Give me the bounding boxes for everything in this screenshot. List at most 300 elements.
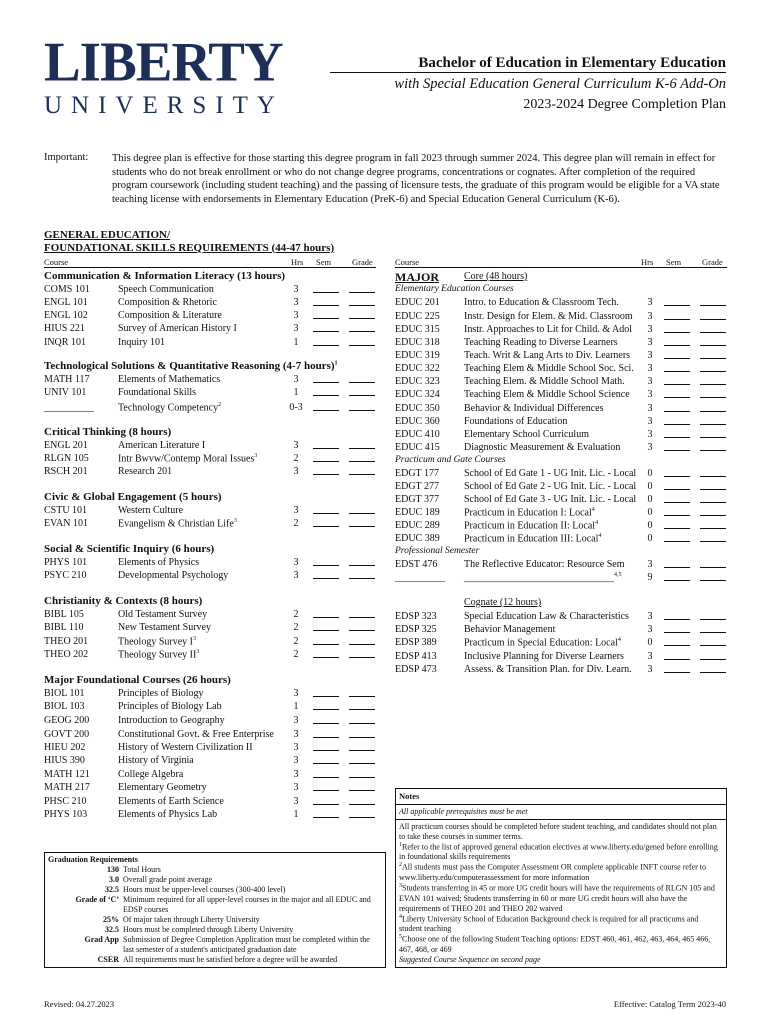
semester-blank[interactable]	[313, 453, 339, 462]
course-title-text: Speech Communication	[118, 284, 214, 295]
course-row	[44, 570, 376, 583]
course-row	[395, 311, 727, 324]
grade-blank[interactable]	[700, 363, 726, 372]
semester-blank[interactable]	[313, 387, 339, 396]
grad-key: 32.5	[105, 925, 119, 934]
grad-item	[48, 875, 382, 885]
course-code: ENGL 201	[44, 440, 88, 451]
semester-blank[interactable]	[313, 715, 339, 724]
grade-blank[interactable]	[349, 782, 375, 791]
grade-blank[interactable]	[700, 429, 726, 438]
course-hours: 3	[647, 651, 653, 662]
course-title-text: American Literature I	[118, 440, 206, 451]
semester-blank[interactable]	[664, 533, 690, 542]
grad-item	[48, 925, 382, 935]
semester-blank[interactable]	[664, 664, 690, 673]
course-title	[118, 729, 274, 741]
grade-blank[interactable]	[700, 376, 726, 385]
course-code: EDUC 289	[395, 520, 440, 531]
course-code: HIUS 390	[44, 755, 85, 766]
course-code: __________	[395, 572, 445, 583]
note-item	[399, 883, 723, 914]
semester-blank[interactable]	[664, 637, 690, 646]
course-row	[395, 416, 727, 429]
course-row	[395, 376, 727, 389]
course-code: HIEU 202	[44, 742, 86, 753]
course-hours: 3	[293, 782, 299, 793]
course-row	[44, 782, 376, 795]
note-number: 1	[399, 841, 402, 848]
grade-blank[interactable]	[349, 769, 375, 778]
course-row	[44, 387, 376, 400]
semester-blank[interactable]	[664, 389, 690, 398]
course-row	[395, 572, 727, 585]
semester-blank[interactable]	[313, 622, 339, 631]
course-code: EDUC 415	[395, 442, 440, 453]
grade-blank[interactable]	[700, 559, 726, 568]
course-title	[464, 297, 619, 309]
course-title	[118, 337, 165, 349]
grade-blank[interactable]	[349, 337, 375, 346]
semester-blank[interactable]	[664, 350, 690, 359]
course-hours: 3	[293, 742, 299, 753]
grade-blank[interactable]	[349, 636, 375, 645]
semester-blank[interactable]	[664, 651, 690, 660]
semester-blank[interactable]	[313, 636, 339, 645]
course-code: ENGL 102	[44, 310, 88, 321]
semester-blank[interactable]	[664, 442, 690, 451]
course-hours: 3	[293, 374, 299, 385]
section-title-text: Communication & Information Literacy (13 hours)	[44, 270, 286, 282]
grade-blank[interactable]	[349, 701, 375, 710]
title-divider	[330, 72, 726, 73]
semester-blank[interactable]	[313, 782, 339, 791]
col-hrs-header: Hrs	[291, 257, 304, 267]
grade-blank[interactable]	[700, 533, 726, 542]
course-row	[395, 442, 727, 455]
page-title: Bachelor of Education in Elementary Education	[418, 55, 726, 71]
gen-ed-title-line2: FOUNDATIONAL SKILLS REQUIREMENTS (44-47 hours)	[44, 241, 335, 254]
section-title-text: Technological Solutions & Quantitative Reasoning (4-7 hours)	[44, 360, 335, 372]
course-title	[464, 520, 598, 532]
semester-blank[interactable]	[313, 323, 339, 332]
course-hours: 1	[293, 387, 299, 398]
course-hours: 2	[293, 518, 299, 529]
course-title	[118, 440, 205, 452]
course-code: EDUC 319	[395, 350, 440, 361]
grade-blank[interactable]	[349, 310, 375, 319]
course-row	[395, 494, 727, 507]
course-title	[464, 376, 625, 388]
grad-item	[48, 885, 382, 895]
grade-blank[interactable]	[700, 468, 726, 477]
semester-blank[interactable]	[664, 507, 690, 516]
grade-blank[interactable]	[349, 742, 375, 751]
course-title	[118, 782, 207, 794]
course-footnote: 4	[598, 533, 602, 539]
grade-blank[interactable]	[349, 755, 375, 764]
course-hours: 3	[647, 389, 653, 400]
semester-blank[interactable]	[313, 755, 339, 764]
course-hours: 2	[293, 622, 299, 633]
grade-blank[interactable]	[700, 572, 726, 581]
important-label: Important:	[44, 152, 89, 163]
grade-blank[interactable]	[700, 494, 726, 503]
course-code: BIBL 105	[44, 609, 84, 620]
course-title-text: Principles of Biology Lab	[118, 701, 222, 712]
grade-blank[interactable]	[700, 442, 726, 451]
course-hours: 3	[647, 324, 653, 335]
course-row	[395, 363, 727, 376]
grade-blank[interactable]	[349, 518, 375, 527]
semester-blank[interactable]	[664, 572, 690, 581]
course-code: EDUC 350	[395, 403, 440, 414]
course-row	[44, 796, 376, 809]
course-footnote: 3	[254, 453, 258, 459]
note-item	[399, 934, 723, 955]
course-row	[44, 636, 376, 649]
course-title-text: School of Ed Gate 1 - UG Init. Lic. - Local	[464, 468, 637, 479]
semester-blank[interactable]	[313, 440, 339, 449]
grade-blank[interactable]	[349, 649, 375, 658]
course-title	[464, 481, 636, 493]
course-title-text: Composition & Literature	[118, 310, 222, 321]
course-title	[118, 796, 224, 808]
semester-blank[interactable]	[313, 402, 339, 411]
course-code: EDSP 389	[395, 637, 437, 648]
semester-blank[interactable]	[664, 311, 690, 320]
grade-blank[interactable]	[349, 284, 375, 293]
semester-blank[interactable]	[664, 324, 690, 333]
course-code: EDGT 377	[395, 494, 439, 505]
semester-blank[interactable]	[313, 284, 339, 293]
semester-blank[interactable]	[313, 570, 339, 579]
grade-blank[interactable]	[349, 622, 375, 631]
course-code: EDUC 324	[395, 389, 440, 400]
semester-blank[interactable]	[664, 494, 690, 503]
course-code: UNIV 101	[44, 387, 87, 398]
course-title	[118, 518, 237, 530]
course-hours: 0	[647, 468, 653, 479]
major-subsection-title: Elementary Education Courses	[395, 284, 514, 294]
liberty-logo: LIBERTY	[44, 30, 283, 93]
major-core-label: Core (48 hours)	[464, 271, 528, 282]
course-hours: 3	[293, 729, 299, 740]
course-title	[464, 403, 604, 415]
course-hours: 3	[293, 505, 299, 516]
grade-blank[interactable]	[349, 374, 375, 383]
grade-blank[interactable]	[349, 809, 375, 818]
course-footnote: 4,5	[614, 572, 622, 578]
course-title-text: Teaching Reading to Diverse Learners	[464, 337, 618, 348]
course-title-text: School of Ed Gate 3 - UG Init. Lic. - Local	[464, 494, 637, 505]
grade-blank[interactable]	[700, 481, 726, 490]
semester-blank[interactable]	[664, 520, 690, 529]
course-code: EDUC 389	[395, 533, 440, 544]
course-code: BIOL 101	[44, 688, 85, 699]
revised-date: Revised: 04.27.2023	[44, 999, 115, 1009]
course-title-text: Special Education Law & Characteristics	[464, 611, 629, 622]
course-hours: 3	[647, 376, 653, 387]
course-hours: 0	[647, 520, 653, 531]
major-col-sem-header: Sem	[666, 257, 682, 267]
semester-blank[interactable]	[313, 557, 339, 566]
section-title	[44, 491, 222, 504]
semester-blank[interactable]	[664, 481, 690, 490]
note-item	[399, 914, 723, 935]
note-number: 4	[399, 913, 402, 920]
course-title	[464, 637, 621, 649]
course-title	[118, 453, 257, 465]
course-row	[44, 701, 376, 714]
semester-blank[interactable]	[664, 559, 690, 568]
course-title-text: ______________________________	[464, 572, 614, 584]
course-hours: 2	[293, 636, 299, 647]
grade-blank[interactable]	[349, 796, 375, 805]
course-title-text: Western Culture	[118, 505, 184, 516]
semester-blank[interactable]	[313, 796, 339, 805]
course-row	[44, 557, 376, 570]
semester-blank[interactable]	[664, 376, 690, 385]
grade-blank[interactable]	[700, 403, 726, 412]
course-title-text: Inquiry 101	[118, 337, 165, 348]
left-header-rule	[44, 267, 376, 268]
semester-blank[interactable]	[313, 649, 339, 658]
grade-blank[interactable]	[700, 507, 726, 516]
course-code: PHYS 101	[44, 557, 88, 568]
course-code: EDGT 177	[395, 468, 439, 479]
gen-ed-title-line1: GENERAL EDUCATION/	[44, 229, 171, 241]
course-title	[118, 297, 217, 309]
section-title	[44, 543, 214, 556]
course-code: THEO 201	[44, 636, 89, 647]
course-title-text: Elements of Physics	[118, 557, 200, 568]
course-footnote: 4	[617, 637, 621, 643]
notes-intro: All practicum courses should be completed before student teaching, and candidates should not plan to take these courses in summer terms.	[399, 821, 717, 841]
course-row	[395, 637, 727, 650]
course-footnote: 3	[233, 518, 237, 524]
grade-blank[interactable]	[700, 664, 726, 673]
course-hours: 3	[647, 664, 653, 675]
grad-value: Hours must be upper-level courses (300-400 level)	[123, 885, 286, 894]
grade-blank[interactable]	[700, 637, 726, 646]
section-title-text: Major Foundational Courses (26 hours)	[44, 674, 231, 686]
grade-blank[interactable]	[349, 453, 375, 462]
section-title-text: Social & Scientific Inquiry (6 hours)	[44, 543, 215, 555]
course-code: EDUC 189	[395, 507, 440, 518]
semester-blank[interactable]	[313, 310, 339, 319]
grade-blank[interactable]	[349, 387, 375, 396]
semester-blank[interactable]	[313, 466, 339, 475]
semester-blank[interactable]	[664, 429, 690, 438]
section-title-text: Christianity & Contexts (8 hours)	[44, 595, 203, 607]
grad-item	[48, 865, 382, 875]
semester-blank[interactable]	[313, 729, 339, 738]
course-code: EDUC 315	[395, 324, 440, 335]
grade-blank[interactable]	[700, 416, 726, 425]
grade-blank[interactable]	[700, 311, 726, 320]
semester-blank[interactable]	[313, 688, 339, 697]
course-hours: 3	[293, 769, 299, 780]
course-title	[118, 310, 222, 322]
course-title	[118, 284, 214, 296]
course-title-text: Teaching Elem. & Middle School Math.	[464, 376, 625, 387]
course-title	[118, 466, 172, 478]
course-code: COMS 101	[44, 284, 90, 295]
grade-blank[interactable]	[349, 505, 375, 514]
grade-blank[interactable]	[349, 297, 375, 306]
grade-blank[interactable]	[700, 520, 726, 529]
semester-blank[interactable]	[664, 611, 690, 620]
grade-blank[interactable]	[349, 557, 375, 566]
semester-blank[interactable]	[313, 505, 339, 514]
course-code: GEOG 200	[44, 715, 90, 726]
course-code: EDUC 360	[395, 416, 440, 427]
semester-blank[interactable]	[664, 337, 690, 346]
course-row	[44, 609, 376, 622]
semester-blank[interactable]	[313, 742, 339, 751]
course-code: GOVT 200	[44, 729, 90, 740]
semester-blank[interactable]	[313, 769, 339, 778]
course-title	[118, 387, 196, 399]
note-text: Refer to the list of approved general education electives at www.liberty.edu/gened before enrolling in foundational skills requirements	[399, 842, 718, 862]
course-code: EDST 476	[395, 559, 438, 570]
course-hours: 3	[293, 755, 299, 766]
course-title-text: Practicum in Education I: Local	[464, 507, 592, 519]
grade-blank[interactable]	[349, 729, 375, 738]
course-hours: 3	[293, 466, 299, 477]
note-text: Students transferring in 45 or more UG credit hours will have the requirements of RLGN 105 and EVAN 101 waived; Students transferring in 60 or more UG credit hours will also have the requirements of THEO 201 and THEO 202 waived	[399, 883, 715, 913]
course-title	[118, 715, 225, 727]
grade-blank[interactable]	[700, 651, 726, 660]
grade-blank[interactable]	[700, 389, 726, 398]
course-row	[395, 624, 727, 637]
course-title	[464, 572, 622, 584]
section-title	[44, 674, 231, 687]
course-title	[464, 533, 601, 545]
grade-blank[interactable]	[349, 609, 375, 618]
course-title-text: Composition & Rhetoric	[118, 297, 217, 308]
semester-blank[interactable]	[313, 809, 339, 818]
grade-blank[interactable]	[700, 337, 726, 346]
note-item	[399, 842, 723, 863]
notes-suggested: Suggested Course Sequence on second page	[399, 954, 541, 964]
right-header-rule	[395, 267, 727, 268]
course-hours: 3	[647, 611, 653, 622]
course-title	[118, 323, 237, 335]
course-code: __________	[44, 402, 94, 413]
course-title	[464, 611, 629, 623]
semester-blank[interactable]	[664, 403, 690, 412]
semester-blank[interactable]	[313, 518, 339, 527]
course-hours: 3	[647, 350, 653, 361]
course-title-text: Teaching Elem & Middle School Science	[464, 389, 630, 400]
plan-year: 2023-2024 Degree Completion Plan	[523, 97, 726, 112]
grade-blank[interactable]	[700, 350, 726, 359]
course-hours: 2	[293, 649, 299, 660]
semester-blank[interactable]	[664, 416, 690, 425]
course-title-text: Instr. Approaches to Lit for Child. & Adol	[464, 324, 633, 335]
grade-blank[interactable]	[349, 440, 375, 449]
graduation-requirements	[44, 852, 386, 968]
semester-blank[interactable]	[313, 701, 339, 710]
course-hours: 3	[293, 796, 299, 807]
section-title	[44, 270, 285, 283]
course-row	[395, 651, 727, 664]
course-row	[395, 559, 727, 572]
course-title-text: Practicum in Education II: Local	[464, 520, 596, 532]
course-row	[44, 337, 376, 350]
course-title	[118, 688, 204, 700]
course-row	[44, 742, 376, 755]
grade-blank[interactable]	[349, 466, 375, 475]
section-title-text: Civic & Global Engagement (5 hours)	[44, 491, 222, 503]
course-title-text: Elementary Geometry	[118, 782, 207, 793]
semester-blank[interactable]	[313, 337, 339, 346]
course-title-text: Teaching Elem & Middle School Soc. Sci.	[464, 363, 634, 374]
course-hours: 3	[647, 297, 653, 308]
course-row	[395, 468, 727, 481]
semester-blank[interactable]	[313, 374, 339, 383]
course-hours: 0	[647, 637, 653, 648]
course-title-text: Introduction to Geography	[118, 715, 225, 726]
course-title	[464, 664, 632, 676]
course-code: BIOL 103	[44, 701, 85, 712]
course-row	[44, 323, 376, 336]
section-title	[44, 360, 338, 373]
semester-blank[interactable]	[664, 363, 690, 372]
grade-blank[interactable]	[349, 688, 375, 697]
course-footnote: 3	[196, 649, 200, 655]
course-hours: 0	[647, 507, 653, 518]
course-row	[44, 297, 376, 310]
note-text: Liberty University School of Education Background check is required for all practicums and student teaching	[399, 914, 699, 934]
course-code: EDGT 277	[395, 481, 439, 492]
course-hours: 3	[647, 559, 653, 570]
grade-blank[interactable]	[700, 297, 726, 306]
course-code: INQR 101	[44, 337, 86, 348]
course-title-text: Elements of Mathematics	[118, 374, 221, 385]
course-title	[464, 559, 625, 571]
grade-blank[interactable]	[700, 324, 726, 333]
notes-title: Notes	[396, 789, 726, 805]
grade-blank[interactable]	[700, 624, 726, 633]
semester-blank[interactable]	[313, 609, 339, 618]
course-title-text: Constitutional Govt. & Free Enterprise	[118, 729, 274, 740]
semester-blank[interactable]	[664, 624, 690, 633]
course-title-text: Intr Bwvw/Contemp Moral Issues	[118, 453, 255, 465]
course-title-text: Practicum in Education III: Local	[464, 533, 599, 545]
course-title-text: Technology Competency	[118, 402, 219, 414]
course-code: EDSP 325	[395, 624, 437, 635]
grad-key: 32.5	[105, 885, 119, 894]
course-hours: 3	[293, 688, 299, 699]
course-title-text: Intro. to Education & Classroom Tech.	[464, 297, 619, 308]
semester-blank[interactable]	[313, 297, 339, 306]
semester-blank[interactable]	[664, 297, 690, 306]
semester-blank[interactable]	[664, 468, 690, 477]
grade-blank[interactable]	[349, 570, 375, 579]
grade-blank[interactable]	[349, 402, 375, 411]
grade-blank[interactable]	[349, 715, 375, 724]
course-row	[44, 769, 376, 782]
grade-blank[interactable]	[349, 323, 375, 332]
course-title-text: Foundational Skills	[118, 387, 197, 398]
grade-blank[interactable]	[700, 611, 726, 620]
course-title	[464, 468, 636, 480]
course-hours: 0	[647, 494, 653, 505]
course-hours: 3	[647, 416, 653, 427]
